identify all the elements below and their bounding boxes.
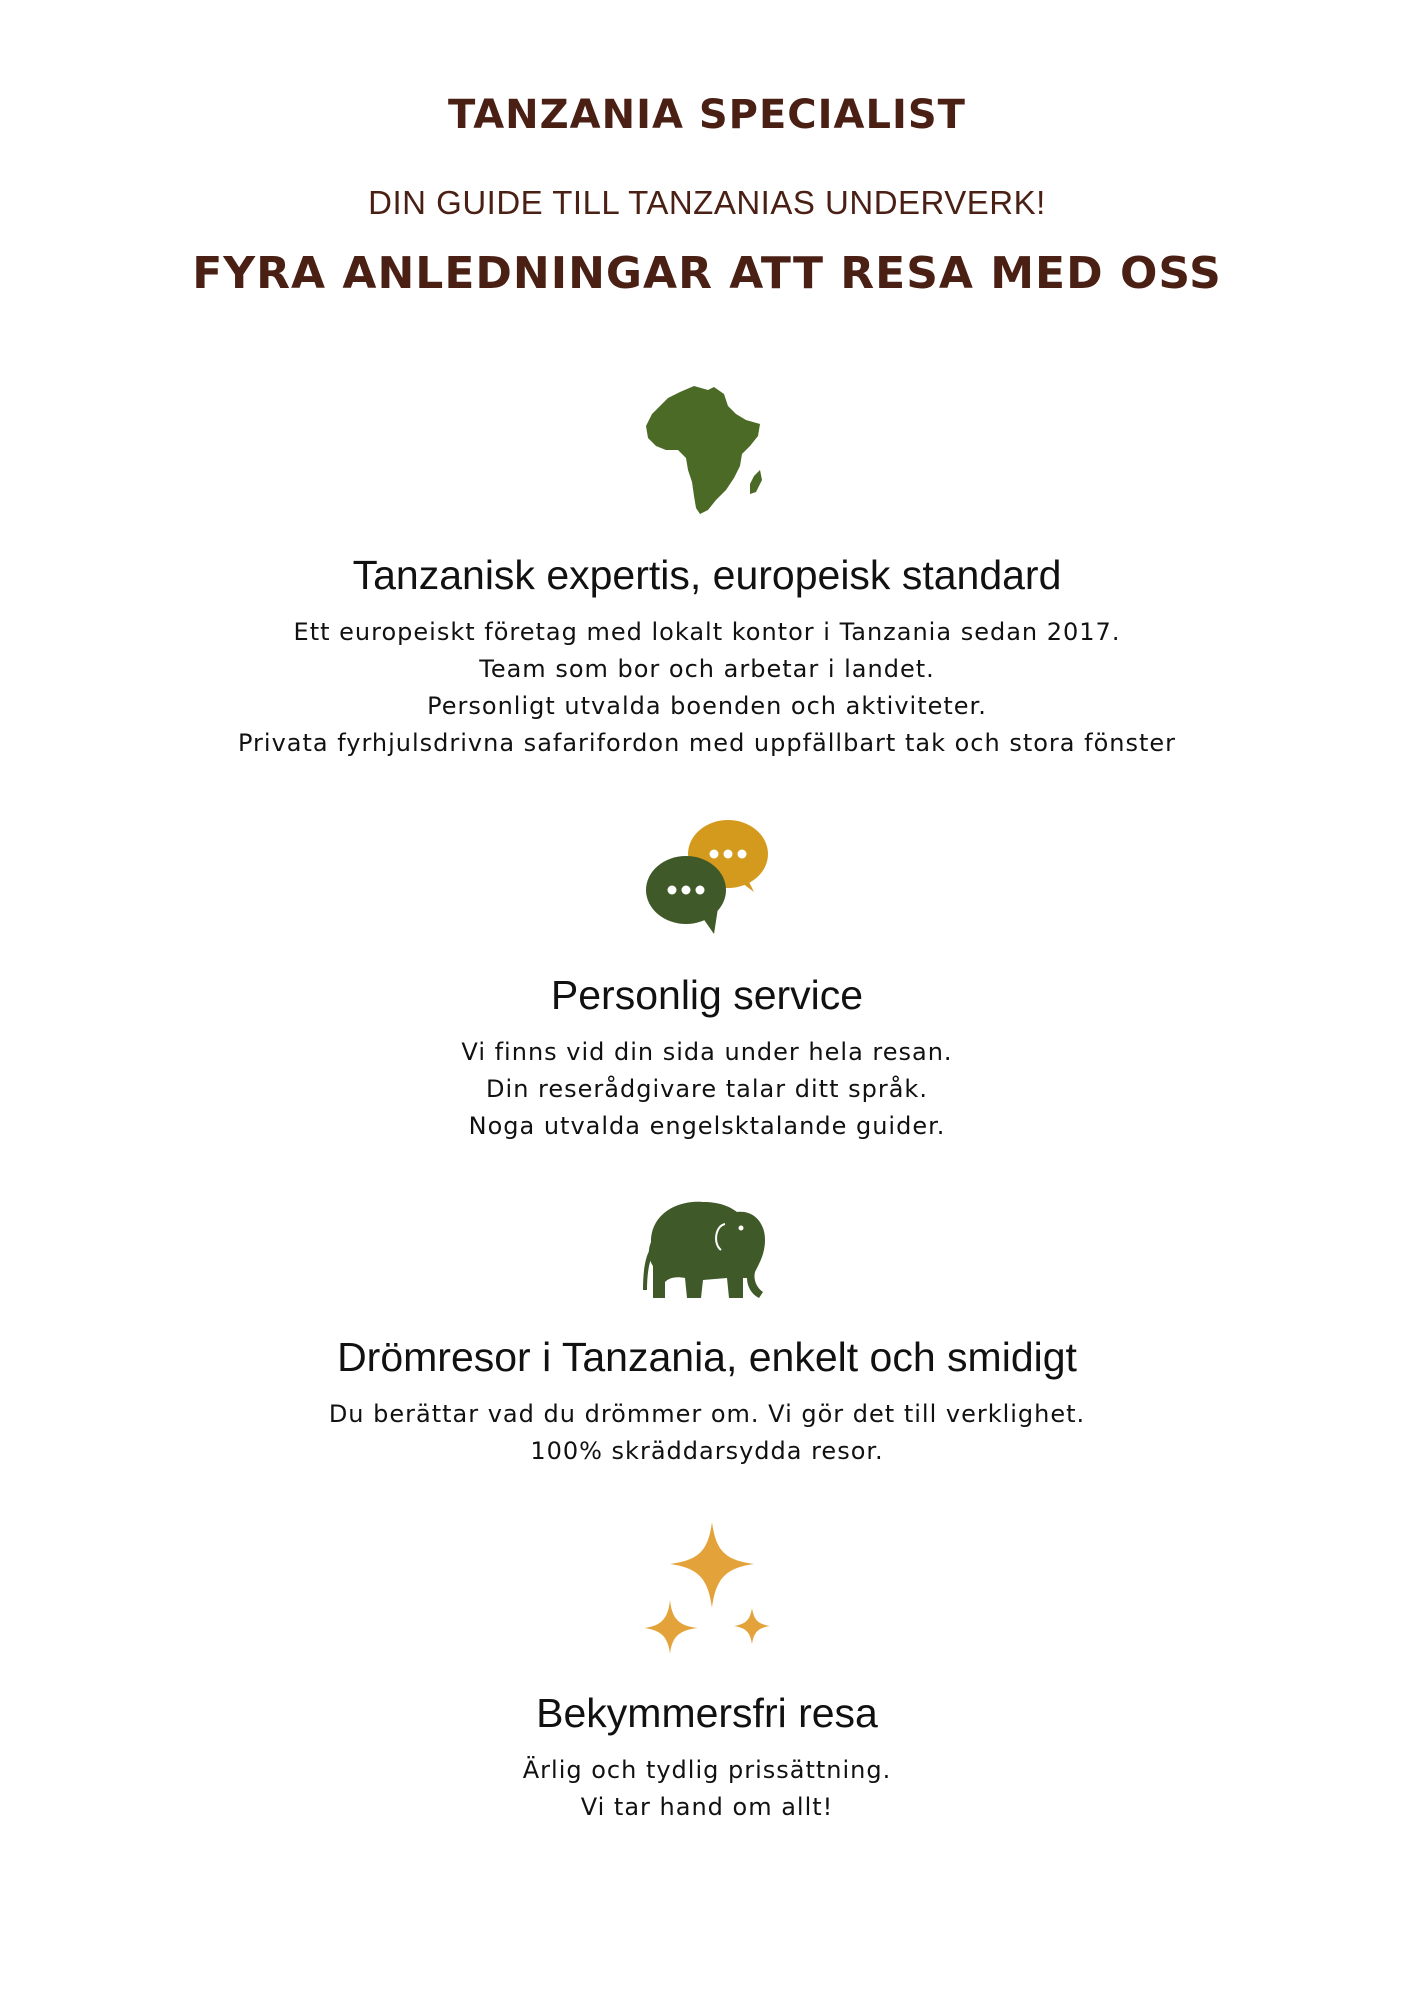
page-headline: FYRA ANLEDNINGAR ATT RESA MED OSS [192,248,1222,299]
section-line: 100% skräddarsydda resor. [530,1437,884,1465]
section-text-worry-free [0,1752,1414,1826]
section-text-expertise [0,614,1414,762]
section-line: Noga utvalda engelsktalande guider. [468,1112,946,1140]
section-line: Team som bor och arbetar i landet. [479,655,935,683]
section-line: Ärlig och tydlig prissättning. [522,1756,892,1784]
sparkles-icon [0,1520,1414,1656]
section-text-service [0,1034,1414,1145]
section-title-dream-trips: Drömresor i Tanzania, enkelt och smidigt [337,1334,1077,1380]
section-line: Vi tar hand om allt! [580,1793,834,1821]
page-subtitle: DIN GUIDE TILL TANZANIAS UNDERVERK! [368,184,1046,221]
section-line: Personligt utvalda boenden och aktiviteter. [427,692,987,720]
elephant-icon [0,1194,1414,1304]
section-line: Du berättar vad du drömmer om. Vi gör det till verklighet. [328,1400,1086,1428]
chat-bubbles-icon [0,818,1414,936]
section-line: Ett europeiskt företag med lokalt kontor i Tanzania sedan 2017. [293,618,1121,646]
section-line: Privata fyrhjulsdrivna safarifordon med uppfällbart tak och stora fönster [237,729,1177,757]
africa-map-icon [0,384,1414,516]
brand-name: TANZANIA SPECIALIST [448,92,966,138]
section-line: Vi finns vid din sida under hela resan. [461,1038,953,1066]
section-title-worry-free: Bekymmersfri resa [536,1690,878,1736]
section-text-dream-trips [0,1396,1414,1470]
section-line: Din reserådgivare talar ditt språk. [486,1075,928,1103]
section-title-expertise: Tanzanisk expertis, europeisk standard [352,552,1062,598]
section-title-service: Personlig service [550,972,864,1018]
